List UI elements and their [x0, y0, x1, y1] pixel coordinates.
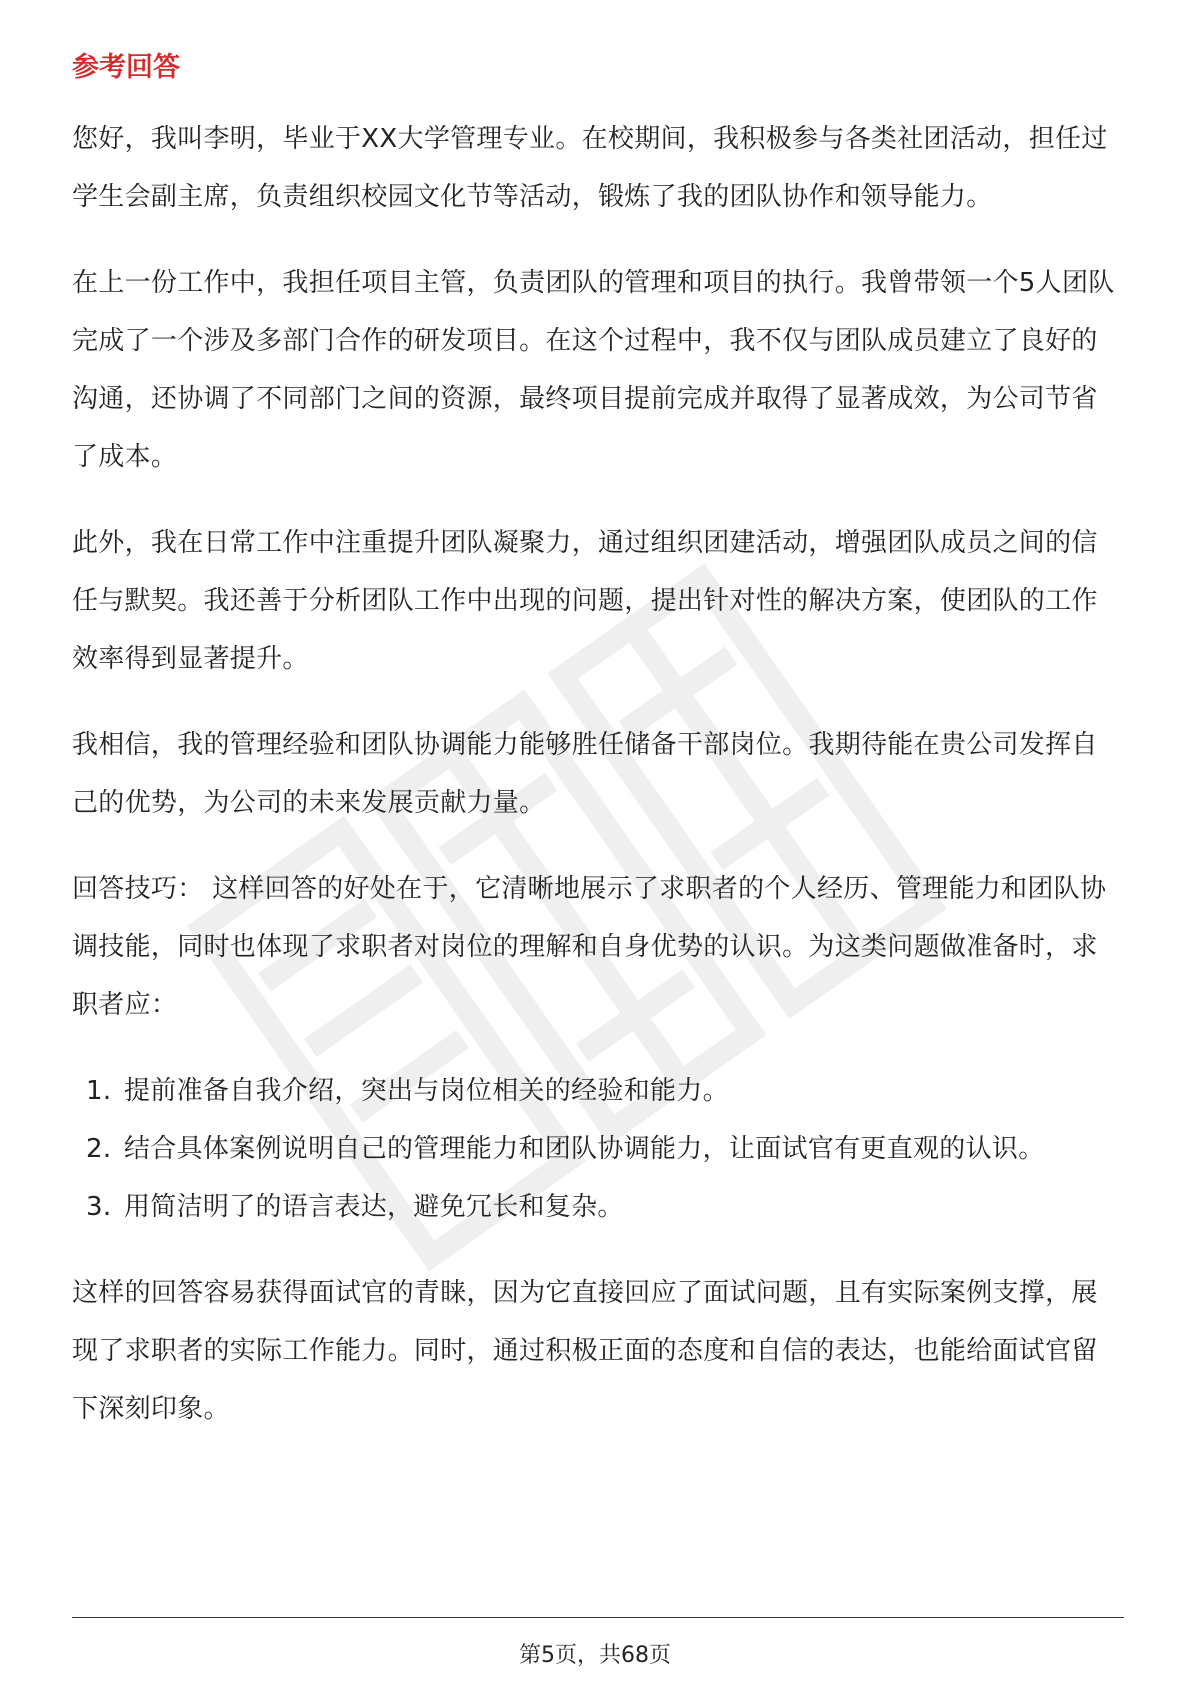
paragraph-experience: 在上一份工作中，我担任项目主管，负责团队的管理和项目的执行。我曾带领一个5人团队完成了一个涉及多部门合作的研发项目。在这个过程中，我不仅与团队成员建立了良好的沟通，还协调了不同部门之间的资源，最终项目提前完成并取得了显著成效，为公司节省了成本。 — [72, 268, 1115, 472]
paragraph-tips-intro: 回答技巧： 这样回答的好处在于，它清晰地展示了求职者的个人经历、管理能力和团队协调技能，同时也体现了求职者对岗位的理解和自身优势的认识。为这类问题做准备时，求职者应： — [72, 874, 1107, 1020]
list-item — [72, 1120, 1122, 1178]
paragraph-conclusion: 我相信，我的管理经验和团队协调能力能够胜任储备干部岗位。我期待能在贵公司发挥自己的优势，为公司的未来发展贡献力量。 — [72, 730, 1098, 818]
paragraph-closing: 这样的回答容易获得面试官的青睐，因为它直接回应了面试问题，且有实际案例支撑，展现了求职者的实际工作能力。同时，通过积极正面的态度和自信的表达，也能给面试官留下深刻印象。 — [72, 1278, 1098, 1424]
list-number: 2. — [86, 1134, 112, 1164]
footer-divider — [72, 1617, 1124, 1618]
list-item — [72, 1178, 1122, 1236]
list-item-text: 结合具体案例说明自己的管理能力和团队协调能力，让面试官有更直观的认识。 — [124, 1134, 1045, 1164]
tips-list — [72, 1062, 1122, 1236]
page-number: 第5页，共68页 — [519, 1643, 671, 1668]
list-item-text: 用简洁明了的语言表达，避免冗长和复杂。 — [124, 1192, 624, 1222]
page-content — [72, 48, 1122, 1466]
list-item — [72, 1062, 1122, 1120]
paragraph-intro: 您好，我叫李明，毕业于XX大学管理专业。在校期间，我积极参与各类社团活动，担任过学生会副主席，负责组织校园文化节等活动，锻炼了我的团队协作和领导能力。 — [72, 124, 1108, 212]
list-item-text: 提前准备自我介绍，突出与岗位相关的经验和能力。 — [124, 1076, 729, 1106]
section-heading: 参考回答 — [72, 52, 180, 83]
list-number: 1. — [86, 1076, 112, 1106]
paragraph-teamwork: 此外，我在日常工作中注重提升团队凝聚力，通过组织团建活动，增强团队成员之间的信任与默契。我还善于分析团队工作中出现的问题，提出针对性的解决方案，使团队的工作效率得到显著提升。 — [72, 528, 1098, 674]
list-number: 3. — [86, 1192, 112, 1222]
